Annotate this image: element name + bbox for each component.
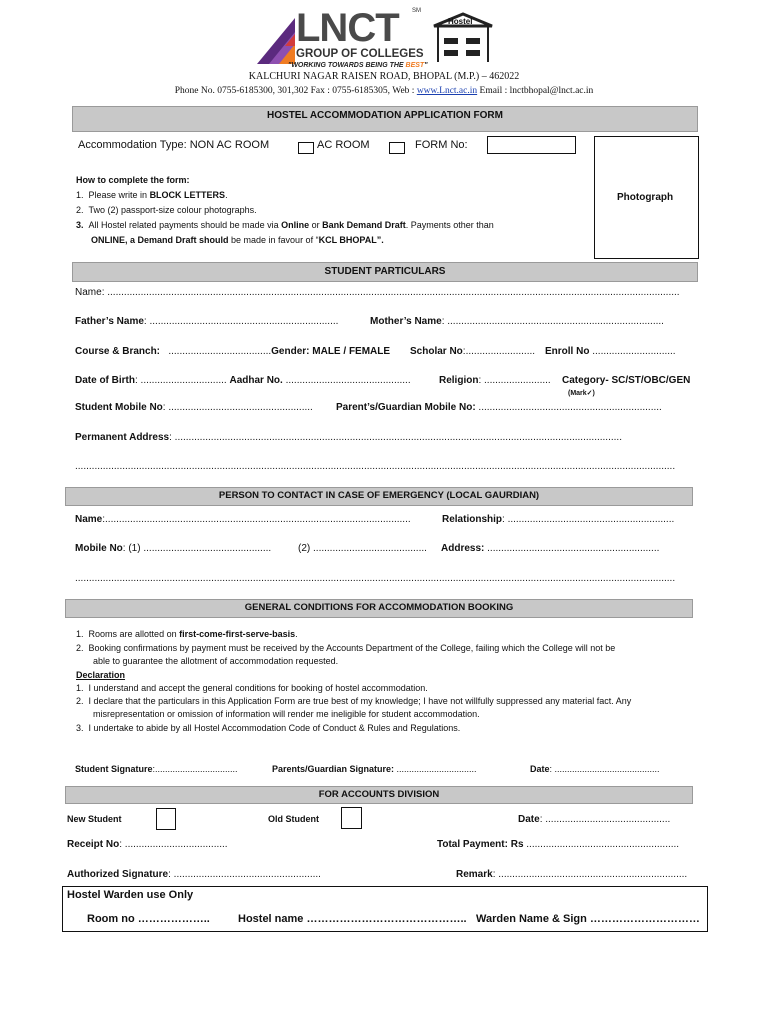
remark-field[interactable]: Remark: ....................................................................: [456, 869, 688, 880]
tagline-part: "WORKING TOWARDS BEING THE: [288, 62, 406, 69]
field-label: Date of Birth: [75, 375, 135, 386]
form-no-checkbox[interactable]: [389, 142, 405, 154]
scholar-no-field[interactable]: Scholar No:.........................: [410, 346, 536, 357]
instruction-1: [76, 190, 228, 200]
field-label: Relationship: [442, 514, 503, 525]
section-student-particulars: STUDENT PARTICULARS: [72, 262, 698, 282]
form-no-field[interactable]: [487, 136, 576, 154]
guardian-name-field[interactable]: Name:..............................................................................................................: [75, 514, 411, 525]
declaration-text: I declare that the particulars in this Application Form are true best of my knowledge; I have not willfully suppressed any material fact. Any: [88, 696, 632, 706]
course-branch-field[interactable]: Course & Branch: .....................................Gender: MALE / FEMALE: [75, 346, 391, 357]
non-ac-option: NON AC ROOM: [189, 139, 270, 151]
mobile-1-label: (1): [128, 543, 141, 554]
hostel-icon-label: Hostel: [448, 17, 473, 26]
field-label: Name: [75, 287, 102, 298]
tagline-end: ": [424, 62, 428, 69]
field-label: Parents/Guardian Signature:: [272, 764, 395, 774]
tagline-best: BEST: [405, 62, 425, 69]
instruction-emphasis: Bank Demand Draft: [322, 220, 406, 230]
guardian-mobile-2-field[interactable]: (2) .........................................: [298, 543, 427, 554]
field-label: Father’s Name: [75, 316, 144, 327]
section-emergency-contact: PERSON TO CONTACT IN CASE OF EMERGENCY (LOCAL GAURDIAN): [65, 487, 693, 506]
section-accounts-division: FOR ACCOUNTS DIVISION: [65, 786, 693, 804]
student-mobile-field[interactable]: Student Mobile No: ....................................................: [75, 402, 313, 413]
instruction-3-line2: [91, 235, 384, 245]
instruction-3: [76, 220, 494, 230]
signature-date-field[interactable]: Date: ..........................................: [530, 764, 660, 774]
instruction-text: Two (2) passport-size colour photographs.: [88, 205, 257, 215]
logo-wordmark: LNCT: [296, 6, 399, 50]
accounts-date-field[interactable]: Date: .............................................: [518, 814, 671, 825]
field-label: Remark: [456, 869, 493, 880]
website-link[interactable]: www.Lnct.ac.in: [416, 86, 478, 96]
permanent-address-field[interactable]: Permanent Address: .................................................................................................................................................................: [75, 432, 622, 443]
field-label: Name: [75, 514, 103, 525]
instruction-text: . Payments other than: [405, 220, 494, 230]
condition-2-line2: able to guarantee the allotment of accommodation requested.: [93, 656, 339, 666]
field-label: Enroll No: [545, 346, 590, 357]
field-label: Date: [518, 814, 540, 825]
form-no-label: FORM No:: [415, 139, 468, 151]
new-student-checkbox[interactable]: [156, 808, 176, 830]
declaration-text: I understand and accept the general conditions for booking of hostel accommodation.: [88, 683, 428, 693]
receipt-no-field[interactable]: Receipt No: .....................................: [67, 839, 228, 850]
field-label: Religion: [439, 375, 479, 386]
declaration-1: [76, 683, 428, 693]
logo-sm-mark: SM: [412, 8, 421, 14]
contact-email: Email : lnctbhopal@lnct.ac.in: [477, 86, 594, 96]
condition-num: 2.: [76, 643, 84, 653]
condition-text: .: [295, 629, 298, 639]
field-label: Permanent Address: [75, 432, 170, 443]
condition-text: Rooms are allotted on: [88, 629, 180, 639]
instruction-text: or: [309, 220, 323, 230]
total-payment-field[interactable]: Total Payment: Rs .......................................................: [437, 839, 680, 850]
field-label: Student Mobile No: [75, 402, 163, 413]
form-title: HOSTEL ACCOMMODATION APPLICATION FORM: [72, 106, 698, 132]
field-label: Student Signature: [75, 764, 153, 774]
warden-name-sign-field[interactable]: Warden Name & Sign …………………………: [476, 913, 700, 925]
instruction-emphasis: BLOCK LETTERS: [149, 190, 226, 200]
declaration-num: 3.: [76, 723, 84, 733]
mobile-2-label: (2): [298, 543, 311, 554]
field-label: Authorized Signature: [67, 869, 169, 880]
guardian-mobile-1-field[interactable]: Mobile No: (1) ..............................................: [75, 543, 272, 554]
accommodation-label: Accommodation Type:: [78, 139, 187, 151]
field-label: Receipt No: [67, 839, 120, 850]
old-student-label: Old Student: [268, 814, 319, 824]
instruction-num: 3.: [76, 220, 84, 230]
field-label: Mobile No: [75, 543, 123, 554]
instruction-emphasis: Online: [281, 220, 310, 230]
instruction-emphasis: ONLINE, a Demand Draft should: [91, 235, 229, 245]
mothers-name-field[interactable]: Mother’s Name: ..............................................................................: [370, 316, 664, 327]
student-signature-field[interactable]: Student Signature:.................................: [75, 764, 238, 774]
contact-phone: Phone No. 0755-6185300, 301,302 Fax : 0755-6185305, Web :: [174, 86, 417, 96]
instruction-text: All Hostel related payments should be made via: [88, 220, 282, 230]
instruction-num: 2.: [76, 205, 84, 215]
declaration-num: 2.: [76, 696, 84, 706]
guardian-mobile-field[interactable]: Parent’s/Guardian Mobile No: ..................................................................: [336, 402, 662, 413]
relationship-field[interactable]: Relationship: ............................................................: [442, 514, 675, 525]
guardian-address-line2[interactable]: ........................................................................................................................................................................................................................: [75, 573, 676, 584]
aadhar-label: Aadhar No.: [229, 375, 283, 386]
enroll-no-field[interactable]: Enroll No ..............................: [545, 346, 676, 357]
condition-2: [76, 643, 615, 653]
warden-heading: Hostel Warden use Only: [67, 889, 194, 901]
section-general-conditions: GENERAL CONDITIONS FOR ACCOMMODATION BOOKING: [65, 599, 693, 618]
field-label: Scholar No: [410, 346, 463, 357]
logo-group-label: GROUP OF COLLEGES: [296, 48, 424, 60]
condition-1: [76, 629, 298, 639]
room-no-field[interactable]: Room no ………………..: [87, 913, 210, 925]
declaration-heading: Declaration: [76, 670, 126, 680]
category-field[interactable]: Category- SC/ST/OBC/GEN: [562, 375, 691, 386]
guardian-signature-field[interactable]: Parents/Guardian Signature: ................................: [272, 764, 477, 774]
old-student-checkbox[interactable]: [341, 807, 362, 829]
field-label: Parent’s/Guardian Mobile No:: [336, 402, 476, 413]
declaration-num: 1.: [76, 683, 84, 693]
instruction-num: 1.: [76, 190, 84, 200]
new-student-label: New Student: [67, 814, 122, 824]
ac-room-label: AC ROOM: [317, 139, 370, 151]
accommodation-type-label: [78, 139, 269, 151]
instructions-heading: How to complete the form:: [76, 175, 190, 185]
field-label: Address:: [441, 543, 485, 554]
condition-num: 1.: [76, 629, 84, 639]
permanent-address-line2[interactable]: ........................................................................................................................................................................................................................: [75, 461, 676, 472]
field-label: Course & Branch:: [75, 346, 161, 357]
ac-room-checkbox[interactable]: [298, 142, 314, 154]
field-label: Total Payment: Rs: [437, 839, 524, 850]
field-label: Date: [530, 764, 550, 774]
dob-field[interactable]: Date of Birth: ............................... Aadhar No. .............................................: [75, 375, 411, 386]
authorized-signature-field[interactable]: Authorized Signature: .....................................................: [67, 869, 321, 880]
instruction-emphasis: KCL BHOPAL”.: [318, 235, 384, 245]
instruction-text: be made in favour of “: [228, 235, 319, 245]
condition-emphasis: first-come-first-serve-basis: [179, 629, 296, 639]
guardian-address-field[interactable]: Address: ..............................................................: [441, 543, 660, 554]
photograph-label: Photograph: [617, 192, 674, 203]
religion-field[interactable]: Religion: ........................: [439, 375, 551, 386]
declaration-2-line2: misrepresentation or omission of information will render me ineligible for student accommodation.: [93, 709, 480, 719]
condition-text: Booking confirmations by payment must be received by the Accounts Department of the College, failing which the College will not be: [88, 643, 616, 653]
student-name-field[interactable]: Name: ..............................................................................................................................................................................................................: [75, 287, 680, 298]
declaration-3: [76, 723, 460, 733]
college-contact: [0, 86, 768, 96]
declaration-2: [76, 696, 631, 706]
college-address: KALCHURI NAGAR RAISEN ROAD, BHOPAL (M.P.) – 462022: [248, 71, 520, 82]
instruction-text: .: [225, 190, 228, 200]
instruction-text: Please write in: [88, 190, 150, 200]
fathers-name-field[interactable]: Father’s Name: ....................................................................: [75, 316, 339, 327]
instruction-2: [76, 205, 257, 215]
declaration-text: I undertake to abide by all Hostel Accommodation Code of Conduct & Rules and Regulations.: [88, 723, 461, 733]
hostel-name-field[interactable]: Hostel name ……………………………………..: [238, 913, 467, 925]
field-label: Mother’s Name: [370, 316, 442, 327]
gender-label: Gender: MALE / FEMALE: [271, 346, 391, 357]
mark-hint: (Mark✓): [568, 390, 595, 397]
logo-tagline: [288, 62, 428, 69]
